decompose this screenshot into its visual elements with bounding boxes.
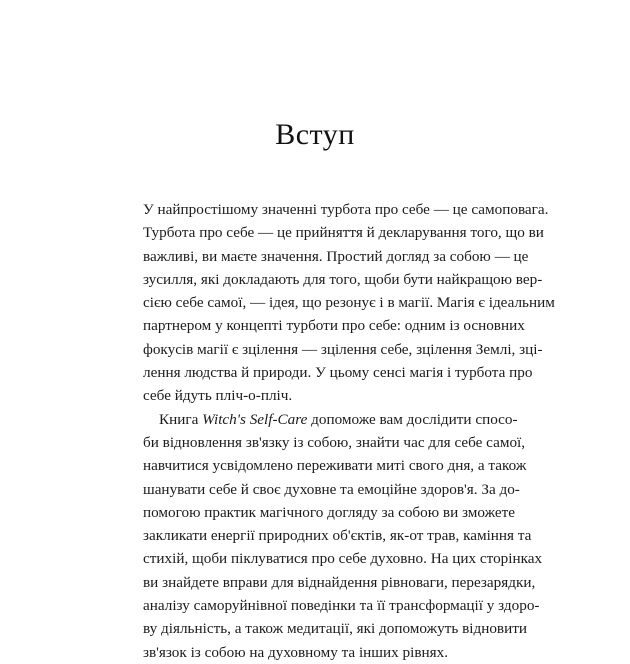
text-line: Турбота про себе — це прийняття й декларування того, що ви [143, 224, 544, 242]
page-title: Вступ [275, 118, 355, 151]
text-line: помогою практик магічного догляду за собою ви зможете [143, 503, 516, 521]
text-segment: допоможе вам дослідити спосо- [307, 410, 518, 428]
paragraph-1 [143, 198, 555, 408]
text-line: фокусів магії є зцілення — зцілення себе, зцілення Землі, зці- [143, 340, 543, 358]
paragraph-2 [143, 408, 543, 664]
text-segment: Книга [159, 410, 203, 428]
body-text [143, 198, 555, 664]
text-line: сією себе самої, — ідея, що резонує і в магії. Магія є ідеальним [143, 294, 555, 312]
text-line: стихій, щоби піклуватися про себе духовно. На цих сторінках [143, 550, 543, 568]
text-line: зусилля, які докладають для того, щоби бути найкращою вер- [143, 270, 543, 288]
text-line: лення людства й природи. У цьому сенсі магія і турбота про [143, 364, 533, 382]
text-line: закликати енергії природних об'єктів, як-от трав, каміння та [143, 527, 532, 545]
text-line: аналізу саморуйнівної поведінки та її трансформації у здоро- [143, 597, 540, 615]
text-line: У найпростішому значенні турбота про себе — це самоповага. [143, 201, 549, 218]
text-line: важливі, ви маєте значення. Простий догляд за собою — це [143, 247, 529, 265]
text-line: шанувати себе й своє духовне та емоційне здоров'я. За до- [143, 480, 520, 498]
text-line: ви знайдете вправи для віднайдення рівноваги, перезарядки, [143, 573, 536, 591]
text-line: партнером у концепті турботи про себе: одним із основних [143, 317, 525, 335]
text-line: навчитися усвідомлено переживати миті свого дня, а також [143, 457, 527, 475]
text-line: зв'язок із собою на духовному та інших рівнях. [143, 643, 448, 661]
text-line [143, 408, 518, 431]
text-line: себе йдуть пліч-о-пліч. [143, 387, 293, 405]
text-line: ву діяльність, а також медитації, які допоможуть відновити [143, 620, 527, 638]
book-title: Witch's Self-Care [202, 410, 308, 428]
text-line: би відновлення зв'язку із собою, знайти час для себе самої, [143, 433, 526, 451]
